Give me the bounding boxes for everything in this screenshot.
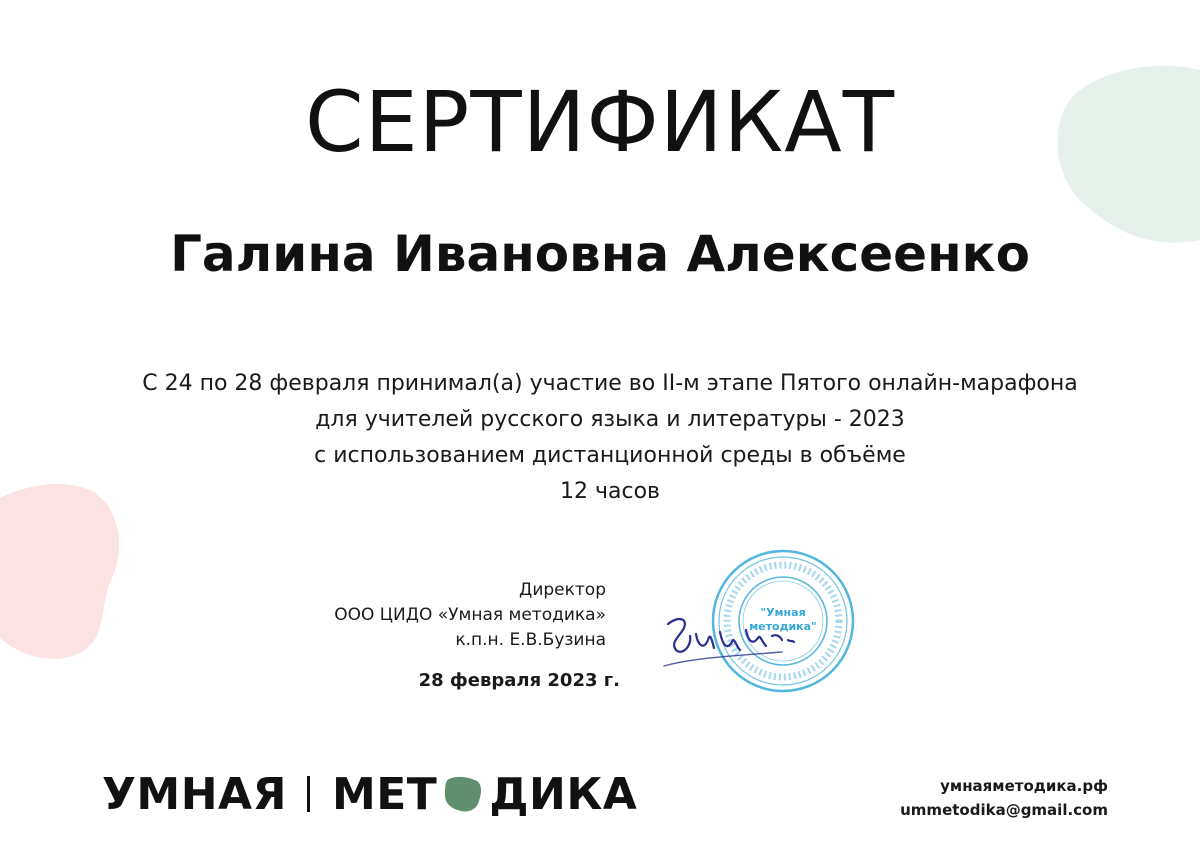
- website-link[interactable]: умнаяметодика.рф: [940, 777, 1108, 795]
- brand-logo: [102, 768, 637, 820]
- seal-center-line1: "Умная: [760, 606, 806, 619]
- signatory-block: [250, 578, 620, 691]
- signatory-position: Директор: [519, 580, 606, 600]
- email-link[interactable]: ummetodika@gmail.com: [900, 801, 1108, 819]
- logo-separator: [307, 776, 310, 812]
- issue-date: 28 февраля 2023 г.: [418, 670, 620, 691]
- logo-text-part2b: ДИКА: [489, 768, 638, 820]
- body-line: С 24 по 28 февраля принимал(а) участие во II-м этапе Пятого онлайн-марафона: [142, 371, 1078, 396]
- body-line: с использованием дистанционной среды в объёме: [314, 443, 906, 468]
- handwritten-signature: [662, 606, 802, 676]
- signatory-organization: ООО ЦИДО «Умная методика»: [334, 605, 606, 625]
- logo-leaf-icon: [443, 775, 483, 813]
- certificate-body: [0, 366, 1200, 510]
- logo-text-part2a: МЕТ: [331, 768, 438, 820]
- logo-text-part1: УМНАЯ: [102, 768, 287, 820]
- body-line: 12 часов: [560, 479, 660, 504]
- recipient-name: Галина Ивановна Алексеенко: [170, 225, 1030, 283]
- seal-center-line2: методика": [749, 620, 817, 633]
- signatory-name: к.п.н. Е.В.Бузина: [455, 630, 606, 650]
- body-line: для учителей русского языка и литературы - 2023: [315, 407, 905, 432]
- contacts-block: [900, 774, 1108, 822]
- certificate-title: СЕРТИФИКАТ: [304, 73, 896, 171]
